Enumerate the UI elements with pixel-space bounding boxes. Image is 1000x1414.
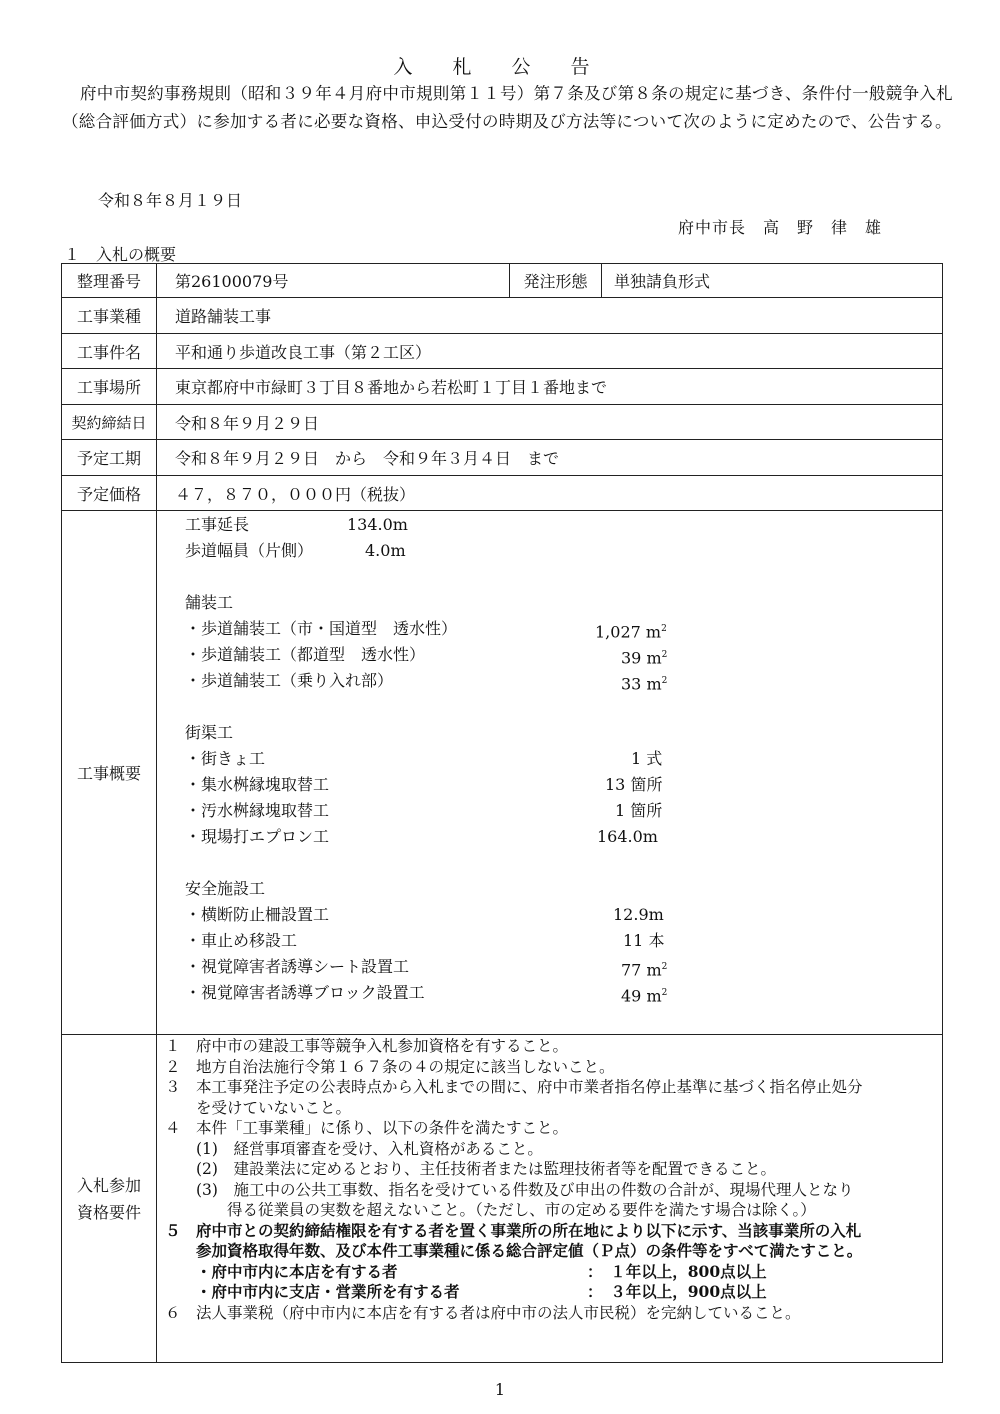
qual-line: ５ 府中市との契約締結権限を有する者を置く事業所の所在地により以下に示す、当該事業所の入札 bbox=[165, 1220, 862, 1240]
table-row bbox=[62, 369, 943, 405]
kakaku-label: 予定価格 bbox=[62, 476, 157, 511]
teiketsu-label: 契約締結日 bbox=[62, 405, 157, 440]
qual-line: ２ 地方自治法施行令第１６７条の４の規定に該当しないこと。 bbox=[165, 1057, 615, 1076]
table-row bbox=[62, 440, 943, 476]
table-row bbox=[62, 264, 943, 298]
kenmei-label: 工事件名 bbox=[62, 334, 157, 369]
table-row bbox=[62, 334, 943, 369]
overview-heading: 街渠工 bbox=[185, 723, 234, 742]
overview-line: ・汚水桝縁塊取替工 1 箇所 bbox=[185, 801, 663, 820]
qual-line: (3) 施工中の公共工事数、指名を受けている件数及び申出の件数の合計が、現場代理人となり bbox=[165, 1180, 854, 1199]
qual-line: ３ 本工事発注予定の公表時点から入札までの間に、府中市業者指名停止基準に基づく指名停止処分 bbox=[165, 1078, 863, 1096]
kakaku-value: ４７，８７０，０００円（税抜） bbox=[157, 476, 943, 511]
qual-line: 参加資格取得年数、及び本件工事業種に係る総合評定値（Ｐ点）の条件等をすべて満たすこと。 bbox=[165, 1241, 863, 1260]
gyoshu-value: 道路舗装工事 bbox=[157, 298, 943, 334]
overview-line: ・横断防止柵設置工 12.9m bbox=[185, 905, 664, 924]
seiri-label: 整理番号 bbox=[62, 264, 157, 298]
koki-label: 予定工期 bbox=[62, 440, 157, 476]
qualification-cell bbox=[157, 1035, 943, 1363]
gaiyo-label: 工事概要 bbox=[62, 511, 157, 1035]
basho-value: 東京都府中市緑町３丁目８番地から若松町１丁目１番地まで bbox=[157, 369, 943, 405]
overview-heading: 安全施設工 bbox=[185, 879, 266, 898]
teiketsu-value: 令和８年９月２９日 bbox=[157, 405, 943, 440]
overview-line: ・歩道舗装工（市・国道型 透水性） 1,027 $m^2$ bbox=[185, 619, 667, 642]
intro-paragraph: 府中市契約事務規則（昭和３９年４月府中市規則第１１号）第７条及び第８条の規定に基づき、条件付一般競争入札（総合評価方式）に参加する者に必要な資格、申込受付の時期及び方法等について次のように定めたので、公告する。 bbox=[62, 84, 953, 131]
overview-line: 歩道幅員（片側） 4.0m bbox=[185, 541, 406, 560]
table-row bbox=[62, 1035, 943, 1363]
gyoshu-label: 工事業種 bbox=[62, 298, 157, 334]
overview-line: ・歩道舗装工（乗り入れ部） 33 $m^2$ bbox=[185, 671, 668, 694]
qual-line: ６ 法人事業税（府中市内に本店を有する者は府中市の法人市民税）を完納していること。 bbox=[165, 1303, 801, 1322]
table-row bbox=[62, 476, 943, 511]
overview-line: ・現場打エプロン工 164.0m bbox=[185, 827, 658, 846]
qual-line: 得る従業員の実数を超えないこと。（ただし、市の定める要件を満たす場合は除く。） bbox=[165, 1201, 816, 1219]
table-row bbox=[62, 511, 943, 1035]
hatchu-value: 単独請負形式 bbox=[602, 264, 943, 298]
section-title: １ 入札の概要 bbox=[64, 245, 177, 264]
mayor-signature: 府中市長 高 野 律 雄 bbox=[678, 218, 883, 237]
overview-cell bbox=[157, 511, 943, 1035]
overview-line: ・視覚障害者誘導シート設置工 77 $m^2$ bbox=[185, 957, 668, 980]
overview-line: ・車止め移設工 11 本 bbox=[185, 931, 665, 950]
qual-line: (2) 建設業法に定めるとおり、主任技術者または監理技術者等を配置できること。 bbox=[165, 1160, 776, 1178]
overview-line: ・集水桝縁塊取替工 13 箇所 bbox=[185, 775, 663, 794]
qual-line: ４ 本件「工事業種」に係り、以下の条件を満たすこと。 bbox=[165, 1119, 569, 1137]
overview-line: ・視覚障害者誘導ブロック設置工 49 $m^2$ bbox=[185, 983, 668, 1006]
qual-line: (1) 経営事項審査を受け、入札資格があること。 bbox=[165, 1139, 543, 1158]
koki-value: 令和８年９月２９日 から 令和９年３月４日 まで bbox=[157, 440, 943, 476]
qual-line: を受けていないこと。 bbox=[165, 1098, 352, 1117]
overview-heading: 舗装工 bbox=[185, 593, 234, 612]
page-title: 入 札 公 告 bbox=[393, 56, 607, 78]
qual-line: ・府中市内に支店・営業所を有する者 ： ３年以上，900点以上 bbox=[165, 1282, 767, 1301]
page-number: 1 bbox=[494, 1380, 506, 1399]
basho-label: 工事場所 bbox=[62, 369, 157, 405]
overview-line: 工事延長 134.0m bbox=[185, 515, 408, 534]
qual-line: １ 府中市の建設工事等競争入札参加資格を有すること。 bbox=[165, 1037, 569, 1055]
hatchu-label: 発注形態 bbox=[510, 264, 602, 298]
kenmei-value: 平和通り歩道改良工事（第２工区） bbox=[157, 334, 943, 369]
table-row bbox=[62, 405, 943, 440]
shikaku-label: 入札参加 資格要件 bbox=[62, 1035, 157, 1363]
seiri-value: 第26100079号 bbox=[157, 264, 510, 298]
overview-line: ・歩道舗装工（都道型 透水性） 39 $m^2$ bbox=[185, 645, 668, 668]
notice-date: 令和８年８月１９日 bbox=[98, 191, 243, 210]
table-row bbox=[62, 298, 943, 334]
bid-overview-table bbox=[61, 263, 943, 1363]
qual-line: ・府中市内に本店を有する者 ： １年以上，800点以上 bbox=[165, 1261, 767, 1281]
overview-line: ・街きょ工 1 式 bbox=[185, 749, 663, 768]
